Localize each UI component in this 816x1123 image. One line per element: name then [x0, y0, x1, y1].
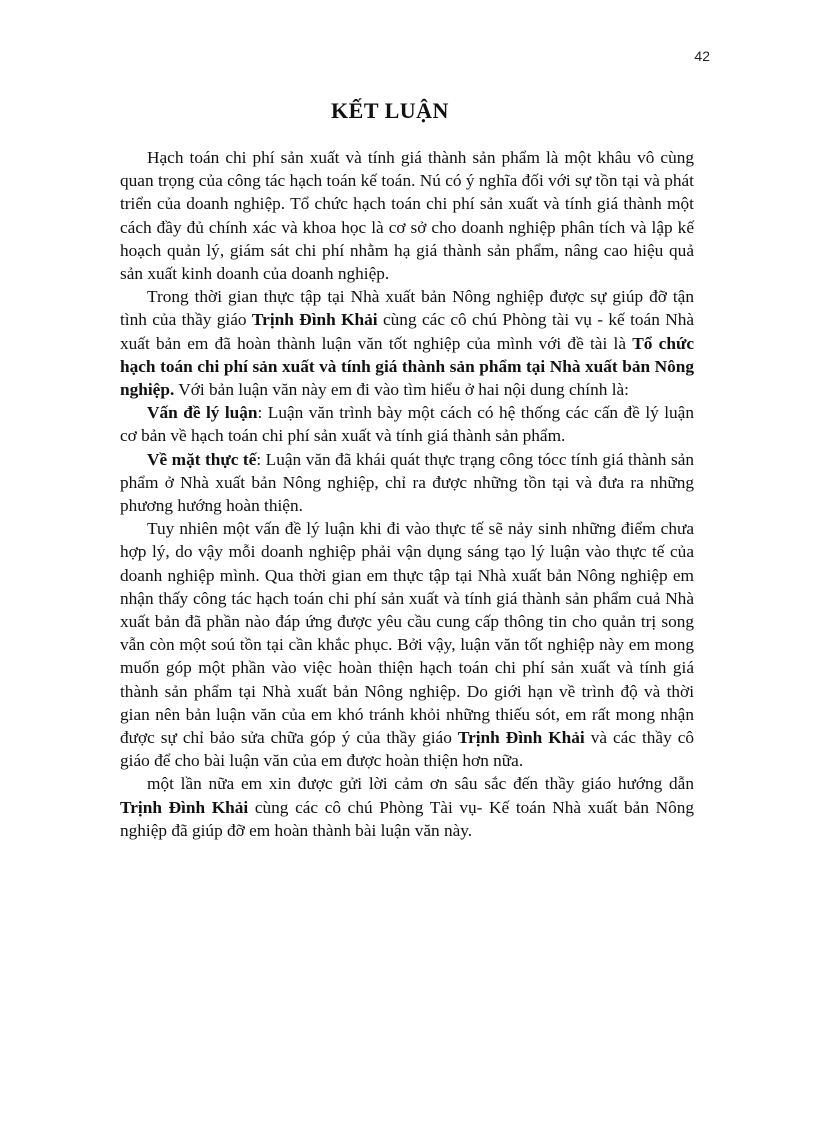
theory-heading: Vấn đề lý luận	[147, 403, 258, 423]
page-title: KẾT LUẬN	[331, 98, 449, 123]
p6-text-c: cùng các cô chú Phòng Tài vụ- Kế toán Nhà xuất bản Nông nghiệp đã giúp đỡ em hoàn thành bài luận văn này.	[120, 797, 695, 840]
p3-text: : Luận văn trình bày một cách có hệ thống các cấn đề lý luận cơ bản về hạch toán chi phí sản xuất và tính giá thành sản phẩm.	[120, 403, 694, 446]
p2-text-a: Trong thời gian thực tập tại Nhà xuất bản Nông nghiệp được sự giúp đỡ tận tình của thầy giáo	[120, 287, 694, 330]
page-number: 42	[694, 48, 710, 64]
paragraph-4	[120, 448, 694, 518]
p5-text-c: và các thầy cô giáo để cho bài luận văn của em được hoàn thiện hơn nữa.	[120, 728, 695, 771]
p2-text-c: cùng các cô chú Phòng tài vụ - kế toán Nhà xuất bản em đã hoàn thành luận văn tốt nghiệp của mình với đề tài là	[120, 310, 695, 353]
p6-text-a: một lần nữa em xin được gửi lời cảm ơn sâu sắc đến thầy giáo hướng dẫn	[147, 774, 694, 794]
advisor-name: Trịnh Đình Khải	[120, 797, 249, 817]
paragraph-2	[120, 285, 694, 401]
document-body	[120, 146, 694, 842]
paragraph-3	[120, 401, 694, 447]
advisor-name: Trịnh Đình Khải	[251, 310, 378, 330]
thesis-topic: Tổ chức hạch toán chi phí sản xuất và tính giá thành sản phẩm tại Nhà xuất bản Nông nghiệp.	[120, 333, 695, 400]
practice-heading: Về mặt thực tế	[147, 449, 257, 469]
p4-text: : Luận văn đã khái quát thực trạng công tócc tính giá thành sản phẩm ở Nhà xuất bản Nông nghiệp, chỉ ra được những tồn tại và đưa ra những phương hướng hoàn thiện.	[120, 449, 694, 516]
paragraph-6	[120, 772, 694, 842]
advisor-name: Trịnh Đình Khải	[457, 728, 585, 748]
paragraph-1: Hạch toán chi phí sản xuất và tính giá thành sản phẩm là một khâu vô cùng quan trọng của công tác hạch toán kế toán. Nú có ý nghĩa đối với sự tồn tại và phát triển của doanh nghiệp. Tổ chức hạch toán chi phí sản xuất và tính giá thành một cách đầy đủ chính xác và khoa học là cơ sở cho doanh nghiệp phân tích và lập kế hoạch quản lý, giám sát chi phí nhằm hạ giá thành sản phẩm, nâng cao hiệu quả sản xuất kinh doanh của doanh nghiệp.	[120, 148, 694, 284]
p5-text-a: Tuy nhiên một vấn đề lý luận khi đi vào thực tế sẽ nảy sinh những điểm chưa hợp lý, do vậy mỗi doanh nghiệp phải vận dụng sáng tạo lý luận vào thực tế của doanh nghiệp mình. Qua thời gian em thực tập tại Nhà xuất bản Nông nghiệp em nhận thấy công tác hạch toán chi phí sản xuất và tính giá thành sản phẩm cuả Nhà xuất bản đã phần nào đáp ứng được yêu cầu cung cấp thông tin cho quản trị song vẫn còn một soú tồn tại cần khắc phục. Bởi vậy, luận văn tốt nghiệp này em mong muốn góp một phần vào việc hoàn thiện hạch toán chi phí sản xuất và tính giá thành sản phẩm tại Nhà xuất bản Nông nghiệp. Do giới hạn về trình độ và thời gian nên bản luận văn của em khó tránh khỏi những thiếu sót, em rất mong nhận được sự chỉ bảo sửa chữa góp ý của thầy giáo	[120, 519, 694, 748]
paragraph-5	[120, 517, 694, 772]
p2-text-e: Với bản luận văn này em đi vào tìm hiểu ở hai nội dung chính là:	[178, 380, 629, 400]
